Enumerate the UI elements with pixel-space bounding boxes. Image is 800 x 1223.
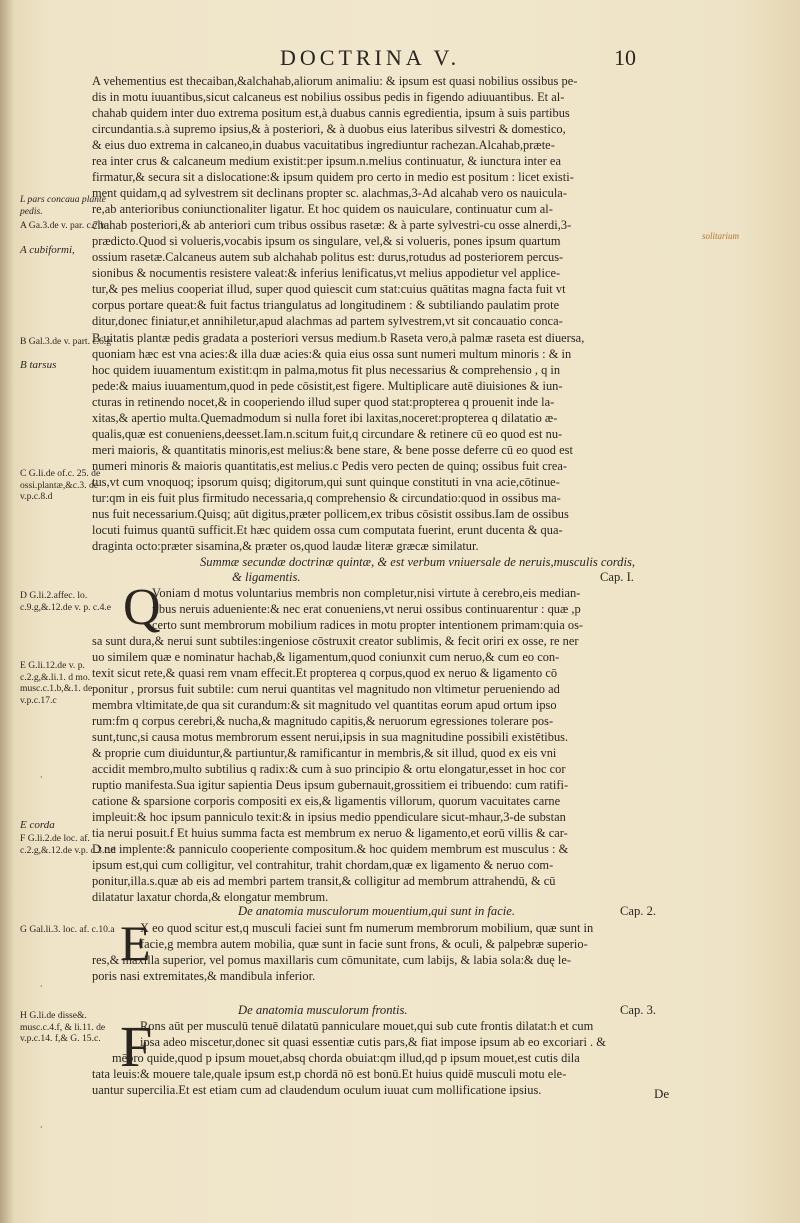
text-line: tia nerui posuit.f Et huius summa facta est membrum ex neruo & ligamento,et eorū villis & car-	[92, 826, 568, 840]
text-line: ditur,donec finiatur,et annihiletur,apud alachmas ad partem sylvestrem,vt sit concauatio conca-	[92, 314, 563, 328]
section-heading: De anatomia musculorum frontis.	[238, 1003, 408, 1017]
text-line: ipsa adeo miscetur,donec sit quasi essentiæ cutis pars,& fiat impose ipsum ab eo excoriari . &	[140, 1035, 606, 1049]
text-line: circundantia.s.à supremo ipsius,& à posteriori, & à duobus eius lateribus silvestri & domestico,	[92, 122, 566, 136]
section-heading-cont: & ligamentis.	[232, 570, 301, 584]
text-line: meri maioris, & quantitatis minoris,est melius:& bene stare, & bene posse deferre cū eo quod est	[92, 443, 573, 457]
margin-note: A Ga.3.de v. par. c.7.b	[20, 220, 106, 231]
text-line: uo similem quæ e nominatur hachab,& ligamentum,quod coniunxit cum neruo,& cum eo con-	[92, 650, 560, 664]
section-heading: De anatomia musculorum mouentium,qui sunt in facie.	[238, 904, 516, 918]
text-line: chahab quidem inter duo extrema positum est,à duabus cannis egredientia, ipsum à suis partibus	[92, 106, 570, 120]
text-line: & proprie cum diuiduntur,& partiuntur,& ramificantur in membris,& sit illud, quod ex eis vni	[92, 746, 557, 760]
text-line: ossium rasetæ.Calcaneus autem sub alchahab politus est: durus,rotudus ad posteriorem percus-	[92, 250, 564, 264]
text-line: locuti fuimus quantū sufficit.Et hæc quidem ossa cum computata fuerint, erunt ducenta & qua-	[92, 523, 563, 537]
text-line: B uitatis plantæ pedis gradata a posteriori versus medium.b Raseta vero,à palmæ raseta est diuersa,	[92, 331, 585, 345]
margin-note: E corda	[20, 819, 55, 831]
text-line: tata leuis:& mouere tale,quale ipsum est,p chordā nō est bonū.Et huius quidē musculi motu ele-	[92, 1067, 567, 1081]
text-line: dis in motu iuuantibus,sicut calcaneus est nobilius ossibus pedis in figendo adiuuantibus. Et al-	[92, 90, 565, 104]
text-line: accidit membro,multo subtilius q radix:& cum à suo principio & ortu elongatur,esset in hoc cor	[92, 762, 566, 776]
text-line: res,& maxilla superior, vel pomus maxillaris cum cōmunitate, cum labijs, & labia sola:& duę le-	[92, 953, 572, 967]
text-line: texit sicut rete,& quasi rem vnam effecit.Et propterea q corpus,quod ex neruo & ligamento cō	[92, 666, 558, 680]
margin-note: B tarsus	[20, 359, 57, 371]
margin-tick: ·	[40, 1123, 43, 1132]
text-line: mēbro quide,quod p ipsum mouet,absq chorda obuiat:qm illud,qd p ipsum mouet,est cutis dila	[112, 1051, 580, 1065]
catchword: De	[654, 1086, 670, 1101]
margin-note: C G.li.de of.c. 25. de ossi.plantæ,&c.3. de v.p.c.8.d	[20, 468, 101, 502]
text-line: numeri minoris & maioris quantitatis,est melius.c Pedis vero pecten de quinq; ossibus fuit crea-	[92, 459, 568, 473]
running-title: DOCTRINA V.	[280, 45, 461, 70]
margin-note: G Gal.li.3. loc. af. c.10.a	[20, 924, 115, 935]
text-line: certo sunt membrorum mobilium radices in motu propter intentionem primam:quia os-	[152, 618, 584, 632]
text-line: Rons aūt per musculū tenuē dilatatū panniculare mouet,qui sub cute frontis dilatat:h et cum	[140, 1019, 594, 1033]
text-line: hoc quidem iuuamentum existit:qm in palma,motus fit plus necessarius & comprehensio , q in	[92, 363, 561, 377]
text-line: ponitur,illa.s.quæ ab eis ad membri partem transit,& colligitur ad membrum attrahendū, & cū	[92, 874, 556, 888]
text-line: catione & sparsione corporis compositi ex eis,& ligamentis villorum, quorum vacuitates carne	[92, 794, 561, 808]
text-line: qualis,quæ est conueniens,deesset.Iam.n.scitum fuit,q circundare & retinere cū eo quod est nu-	[92, 427, 563, 441]
text-line: prædicto.Quod si volueris,vocabis ipsum os singulare, vel,& si volueris, pones ipsum quartum	[92, 234, 561, 248]
text-line: nus fuit necessarium.Quisq; aūt digitus,præter pollicem,ex tribus cōsistit ossibus.Iam de ossibus	[92, 507, 569, 521]
text-line: tus,vt cum vnoquoq; ipsorum quisq; digitorum,qui sunt quinque constituti in vna acie,cōtinue-	[92, 475, 560, 489]
folio-number: 10	[614, 45, 636, 70]
margin-note: L pars concaua plante pedis.	[20, 194, 106, 217]
text-line: poris nasi extremitates,& mandibula inferior.	[92, 969, 316, 983]
text-line: corpus portare queat:& fuit factus triangulatus ad longitudinem : & subtiliando paulatim prote	[92, 298, 560, 312]
text-line: ipsum est,qui cum colligitur, vel contrahitur, trahit chordam,quæ ex ligamento & neruo com-	[92, 858, 554, 872]
margin-tick: ·	[40, 773, 43, 782]
margin-note: B Gal.3.de v. part. c.6.g	[20, 336, 112, 347]
text-line: Voniam d motus voluntarius membris non completur,nisi virtute à cerebro,eis median-	[152, 586, 581, 600]
text-line: sunt,tunc,si causa motus membrorum essent nerui,ipsis in sua magnitudine possibili existētibus.	[92, 730, 569, 744]
text-line: rum:fm q corpus cerebri,& nucha,& magnitudo capitis,& neruorum egressiones tolerare pos-	[92, 714, 554, 728]
text-line: tur,& pes melius cooperiat illud, super quod quiescit cum stat:cuius quātitas magna facta fuit vt	[92, 282, 566, 296]
section-heading: Summæ secundæ doctrinæ quintæ, & est verbum vniuersale de neruis,musculis cordis,	[200, 555, 636, 569]
text-line: tur:qm in eis fuit plus firmitudo necessaria,q comprehensio & circundatio:quod in ossibus ma-	[92, 491, 561, 505]
text-line: impleuit:& hoc ipsum panniculo texit:& in ipsius medio ppendiculare sicut-mhaur,3-de substan	[92, 810, 566, 824]
drop-cap: Q	[123, 579, 161, 636]
text-line: sa sunt dura,& nerui sunt subtiles:ingeniose cōstruxit creator sublimis, & fecit oriri ex osse, re ner	[92, 634, 579, 648]
text-line: dilatatur laxatur chorda,& elongatur membrum.	[92, 890, 329, 904]
text-line: D ne implente:& panniculo cooperiente compositum.& hoc quidem membrum est musculus : &	[92, 842, 569, 856]
text-line: re,ab anterioribus coniunctionaliter ligatur. Et hoc quidem os nauiculare, continuatur cum al-	[92, 202, 553, 216]
spine-shadow	[0, 0, 14, 1223]
text-line: draginta octo:præter sisamina,& præter os,quod laudæ literæ græcæ similatur.	[92, 539, 479, 553]
drop-cap: F	[120, 1014, 153, 1079]
text-line: & eius duo extrema in calcaneo,in duabus vacuitatibus ingrediuntur rachezan.Alcahab,præte-	[92, 138, 555, 152]
text-line: cturas in retinendo nocet,& in cooperiendo illud super quod stat:propterea q prouenit inde la-	[92, 395, 555, 409]
text-line: X eo quod scitur est,q musculi faciei sunt fm numerum membrorum mobilium, quæ sunt in	[140, 921, 594, 935]
text-line: firmatur,& secura sit a dislocatione:& ipsum quidem pro certo in medio est positum : licet existi-	[92, 170, 574, 184]
margin-note: E G.li.12.de v. p. c.2.g,&.li.1. d mo. musc.c.1.b,&.1. de v.p.c.17.c	[20, 660, 93, 706]
text-line: membra vltimitate,de qua sit curandum:& sit magnitudo vel quantitas eorum apud ortum ipso	[92, 698, 557, 712]
text-line: pede:& maius iuuamentum,quod in pede cōsistit,est figere. Multiplicare autē diuisiones & iun-	[92, 379, 563, 393]
margin-note: H G.li.de disse&. musc.c.4.f, & li.11. de v.p.c.14. f,& G. 15.c.	[20, 1010, 106, 1044]
text-line: sionibus & nocumentis resistere valeat:& inferius lenificatus,vt melius appodietur vel applice-	[92, 266, 561, 280]
text-line: rea inter crus & calcaneum medium existit:per ipsum.n.melius continuatur, & iunctura inter ea	[92, 154, 561, 168]
drop-cap: E	[120, 915, 151, 971]
text-line: ruptio manifesta.Sua igitur sapientia Deus ipsum gubernauit,grossitiem ei tribuendo: cum ratifi-	[92, 778, 569, 792]
text-line: facie,g membra autem mobilia, quæ sunt in facie sunt frons, & oculi, & palpebræ superio-	[140, 937, 588, 951]
text-line: ponitur , prorsus fuit subtile: cum nerui quantitas vel magnitudo non vltimetur perueniendo ad	[92, 682, 560, 696]
text-line: ment quidam,q ad sylvestrem sit declinans propter sc. alachmas,3-Ad alcahab vero os nauicula-	[92, 186, 567, 200]
margin-tick: ·	[40, 982, 43, 991]
text-line: quoniam hæc est vna acies:& illa duæ acies:& quia eius ossa sunt numeri multum minoris : & in	[92, 347, 572, 361]
margin-note: D G.li.2.affec. lo. c.9.g,&.12.de v. p. c.4.e	[20, 590, 112, 613]
text-line: chahab posteriori,& ab anteriori cum tribus ossibus rasetæ: & à parte sylvestri-cu osse alnerdi,3-	[92, 218, 572, 232]
chapter-label: Cap. 3.	[620, 1003, 657, 1017]
text-line: xitas,& apertio multa.Quemadmodum si nulla foret ibi laxitas,noceret:propterea q dilatatio æ-	[92, 411, 558, 425]
chapter-label: Cap. 2.	[620, 904, 657, 918]
chapter-label: Cap. I.	[600, 570, 634, 584]
handwritten-annotation: solitarium	[702, 231, 740, 241]
margin-note: A cubiformi,	[20, 244, 75, 256]
text-line: uantur supercilia.Et est etiam cum ad claudendum oculum iuuat cum mollificatione ipsius.	[92, 1083, 542, 1097]
margin-note: F G.li.2.de loc. af. c.2.g,&.12.de v.p. c.3.c.d	[20, 833, 116, 856]
text-line: tibus neruis adueniente:& nec erat conueniens,vt nerui ossibus continuarentur : quæ ,p	[152, 602, 581, 616]
text-line: A vehementius est thecaiban,&alchahab,aliorum animaliu: & ipsum est quasi nobilius ossibus pe-	[92, 74, 578, 88]
